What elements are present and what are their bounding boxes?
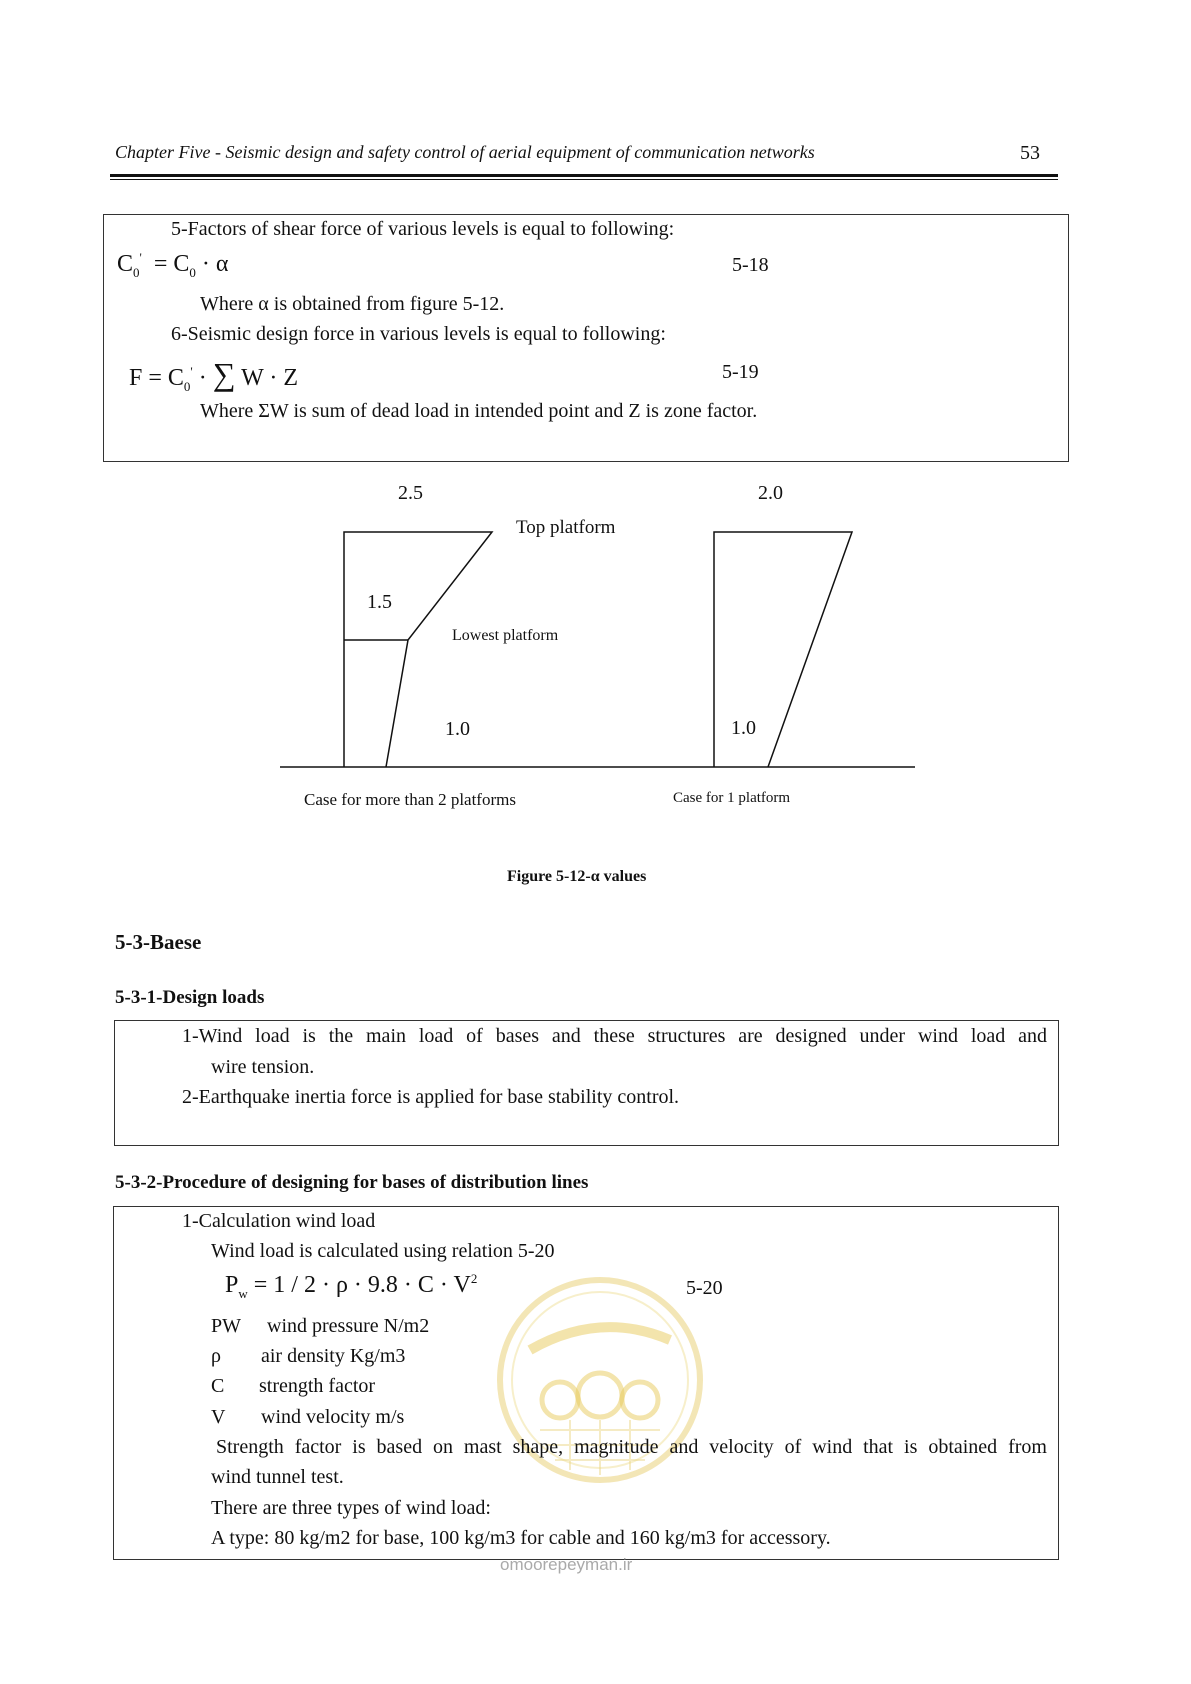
text-line: Strength factor is based on mast shape, magnitude and velocity of wind that is obtained from <box>216 1436 1047 1458</box>
alpha-value: 1.0 <box>731 717 756 739</box>
text-line: 1-Wind load is the main load of bases and these structures are designed under wind load and <box>182 1025 1047 1047</box>
equation-number: 5-19 <box>722 361 759 383</box>
equation-number: 5-18 <box>732 254 769 276</box>
subsection-heading: 5-3-2-Procedure of designing for bases of distribution lines <box>115 1172 589 1193</box>
equation-5-19: $F = C_0'$ · ∑ W · Z <box>129 356 298 394</box>
definition-symbol: PW <box>211 1315 241 1337</box>
figure-caption: Figure 5-12-α values <box>507 868 647 885</box>
definition-text: strength factor <box>259 1375 376 1397</box>
text-line: A type: 80 kg/m2 for base, 100 kg/m3 for cable and 160 kg/m3 for accessory. <box>211 1527 831 1549</box>
definition-symbol: ρ <box>211 1345 221 1367</box>
alpha-value: 1.0 <box>445 718 470 740</box>
definition-text: wind pressure N/m2 <box>267 1315 430 1337</box>
text-line: wind tunnel test. <box>211 1466 344 1488</box>
alpha-value: 2.0 <box>758 482 783 504</box>
case-label: Case for 1 platform <box>673 790 791 806</box>
top-platform-label: Top platform <box>516 517 616 538</box>
text-line: Where ΣW is sum of dead load in intended point and Z is zone factor. <box>200 400 758 422</box>
subsection-heading: 5-3-1-Design loads <box>115 987 265 1008</box>
definition-symbol: V <box>211 1406 226 1428</box>
text-line: 6-Seismic design force in various levels is equal to following: <box>171 323 666 345</box>
text-line: 2-Earthquake inertia force is applied for base stability control. <box>182 1086 680 1108</box>
section-heading: 5-3-Baese <box>115 930 202 954</box>
watermark-text: omoorepeyman.ir <box>500 1555 633 1574</box>
text-line: Where α is obtained from figure 5-12. <box>200 293 505 315</box>
text-line: 1-Calculation wind load <box>182 1210 376 1232</box>
text-line: There are three types of wind load: <box>211 1497 491 1519</box>
equation-5-20: $P_w = 1 / 2 \cdot \rho \cdot 9.8 \cdot C \cdot V^2$ <box>225 1271 478 1301</box>
case-label: Case for more than 2 platforms <box>304 790 516 809</box>
equation-number: 5-20 <box>686 1277 723 1299</box>
text-line: wire tension. <box>211 1056 315 1078</box>
definition-text: wind velocity m/s <box>261 1406 405 1428</box>
definition-symbol: C <box>211 1375 225 1397</box>
page-number: 53 <box>1020 142 1040 164</box>
alpha-value: 2.5 <box>398 482 423 504</box>
text-line: 5-Factors of shear force of various levels is equal to following: <box>171 218 675 240</box>
definition-text: air density Kg/m3 <box>261 1345 406 1367</box>
equation-5-18: $C_0' = C_0 \cdot \alpha$ <box>117 250 229 280</box>
text-line: Wind load is calculated using relation 5-20 <box>211 1240 555 1262</box>
running-header: Chapter Five - Seismic design and safety control of aerial equipment of communication networks <box>115 142 815 162</box>
lowest-platform-label: Lowest platform <box>452 627 559 644</box>
alpha-value: 1.5 <box>367 591 392 613</box>
